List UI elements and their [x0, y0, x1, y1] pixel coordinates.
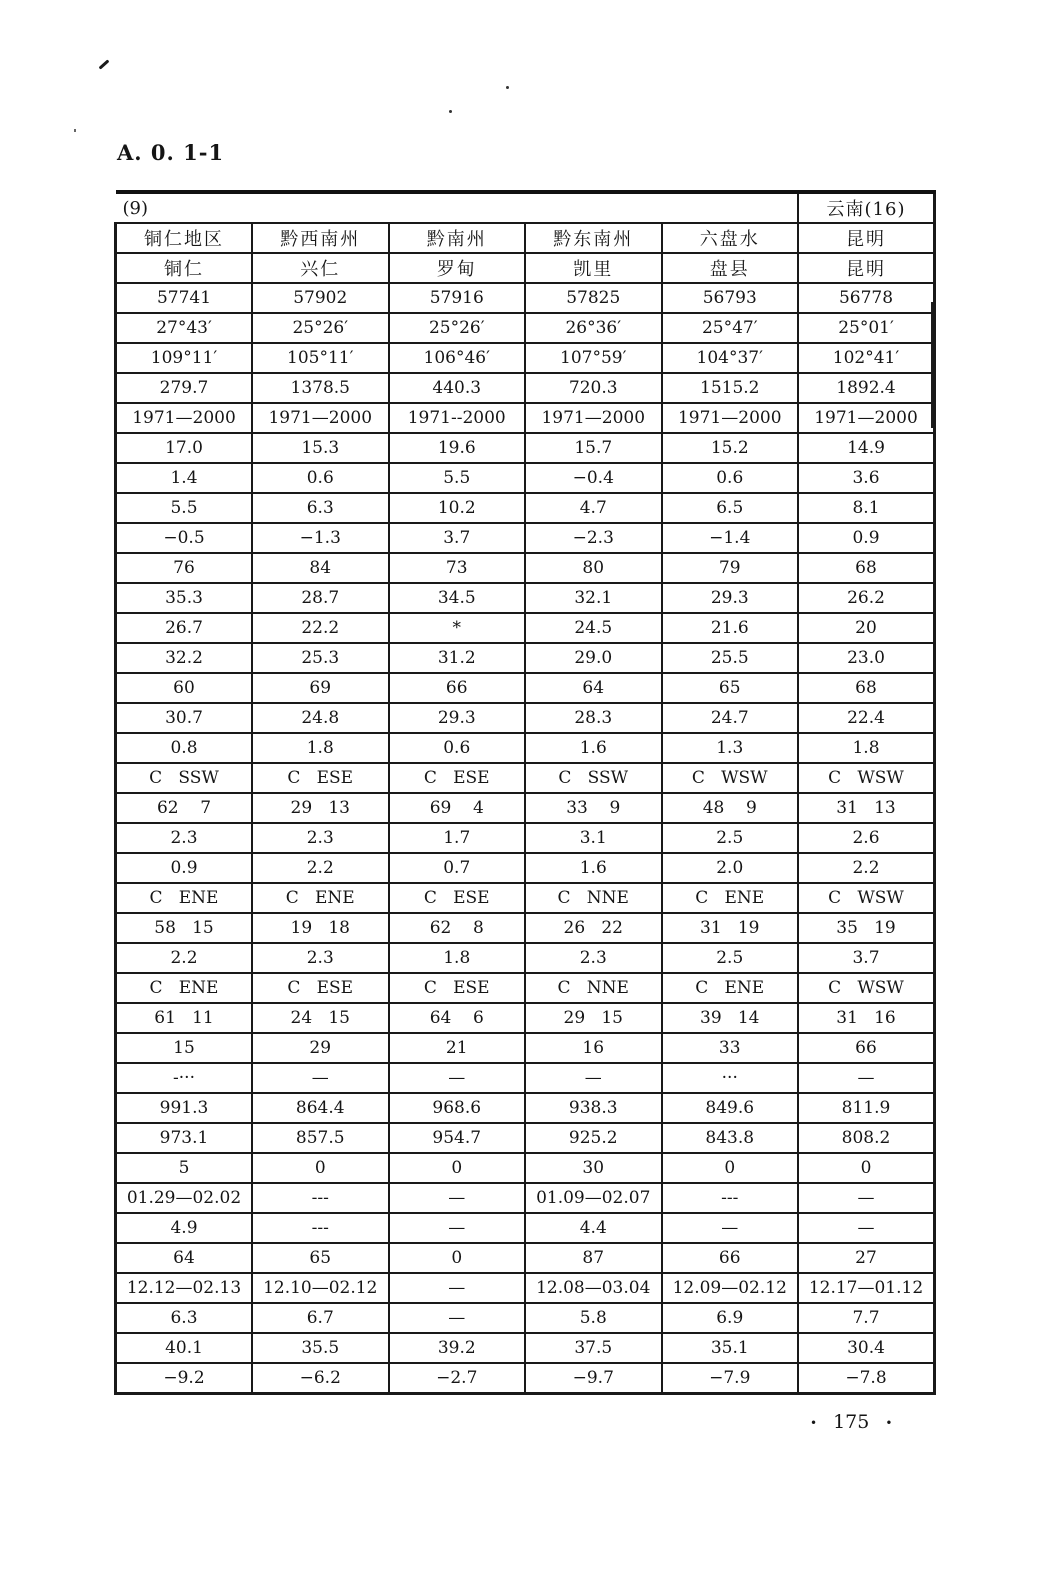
table-cell: 1.6 — [525, 733, 662, 763]
table-cell: 62 8 — [389, 913, 526, 943]
table-cell: 1971—2000 — [662, 403, 799, 433]
table-cell: C ENE — [116, 973, 253, 1003]
table-cell: 15.2 — [662, 433, 799, 463]
table-row — [116, 1363, 935, 1394]
table-cell: 15 — [116, 1033, 253, 1063]
table-cell: 28.7 — [252, 583, 389, 613]
table-row — [116, 613, 935, 643]
table-cell: 6.9 — [662, 1303, 799, 1333]
table-cell: 938.3 — [525, 1093, 662, 1123]
table-cell: 5.5 — [389, 463, 526, 493]
table-cell: 8.1 — [798, 493, 935, 523]
table-cell: 31 13 — [798, 793, 935, 823]
station-header-cell: 铜仁 — [116, 253, 253, 283]
table-row — [116, 1093, 935, 1123]
table-cell: 57916 — [389, 283, 526, 313]
table-cell: 1378.5 — [252, 373, 389, 403]
table-cell: −2.7 — [389, 1363, 526, 1394]
table-cell: 30.7 — [116, 703, 253, 733]
table-cell: 0 — [252, 1153, 389, 1183]
table-cell: 5.5 — [116, 493, 253, 523]
table-cell: 76 — [116, 553, 253, 583]
table-cell: — — [662, 1213, 799, 1243]
page-number-dot-right: • — [885, 1416, 893, 1430]
table-cell: 3.7 — [798, 943, 935, 973]
table-row — [116, 1333, 935, 1363]
table-cell: 1.8 — [798, 733, 935, 763]
table-cell: 69 — [252, 673, 389, 703]
table-cell: 33 — [662, 1033, 799, 1063]
table-cell: — — [798, 1213, 935, 1243]
table-cell: 40.1 — [116, 1333, 253, 1363]
table-cell: 6.3 — [116, 1303, 253, 1333]
table-cell: 1.6 — [525, 853, 662, 883]
table-cell: 66 — [662, 1243, 799, 1273]
table-cell: 12.12—02.13 — [116, 1273, 253, 1303]
table-cell: 857.5 — [252, 1123, 389, 1153]
table-cell: 0 — [389, 1243, 526, 1273]
region-header-cell: 六盘水 — [662, 223, 799, 253]
table-cell: 32.2 — [116, 643, 253, 673]
table-row — [116, 1123, 935, 1153]
table-cell: 57741 — [116, 283, 253, 313]
table-cell: 20 — [798, 613, 935, 643]
table-cell: −2.3 — [525, 523, 662, 553]
table-row — [116, 793, 935, 823]
table-cell: 0.9 — [798, 523, 935, 553]
table-cell: 0.6 — [252, 463, 389, 493]
table-cell: 0.7 — [389, 853, 526, 883]
page-number — [810, 1411, 892, 1433]
table-cell: 29.3 — [389, 703, 526, 733]
table-cell: C SSW — [116, 763, 253, 793]
table-cell: 2.3 — [252, 823, 389, 853]
table-row — [116, 973, 935, 1003]
table-cell: 24.5 — [525, 613, 662, 643]
table-cell: 1.3 — [662, 733, 799, 763]
table-cell: 30.4 — [798, 1333, 935, 1363]
table-cell: C ESE — [389, 763, 526, 793]
table-row — [116, 943, 935, 973]
table-cell: 60 — [116, 673, 253, 703]
table-cell: 25°26′ — [389, 313, 526, 343]
table-cell: 35 19 — [798, 913, 935, 943]
table-cell: 1971--2000 — [389, 403, 526, 433]
table-cell: 65 — [662, 673, 799, 703]
table-cell: — — [389, 1303, 526, 1333]
table-cell: −0.5 — [116, 523, 253, 553]
table-cell: 61 11 — [116, 1003, 253, 1033]
table-cell: 3.7 — [389, 523, 526, 553]
table-cell: 0.8 — [116, 733, 253, 763]
table-cell: C NNE — [525, 883, 662, 913]
station-header-cell: 盘县 — [662, 253, 799, 283]
table-cell: 22.4 — [798, 703, 935, 733]
table-row — [116, 553, 935, 583]
table-cell: 849.6 — [662, 1093, 799, 1123]
table-cell: 109°11′ — [116, 343, 253, 373]
table-cell: 57902 — [252, 283, 389, 313]
table-cell: 25.5 — [662, 643, 799, 673]
table-cell: 73 — [389, 553, 526, 583]
table-cell: C WSW — [662, 763, 799, 793]
table-cell: 1515.2 — [662, 373, 799, 403]
table-cell: --- — [252, 1213, 389, 1243]
region-header-row — [116, 223, 935, 253]
table-cell: 19.6 — [389, 433, 526, 463]
scan-artifact-dot — [506, 86, 509, 89]
table-row — [116, 703, 935, 733]
table-cell: 58 15 — [116, 913, 253, 943]
table-cell: 29.0 — [525, 643, 662, 673]
table-row — [116, 1153, 935, 1183]
table-cell: 31 16 — [798, 1003, 935, 1033]
table-cell: 57825 — [525, 283, 662, 313]
table-cell: 5.8 — [525, 1303, 662, 1333]
station-header-cell: 罗甸 — [389, 253, 526, 283]
table-cell: 32.1 — [525, 583, 662, 613]
table-cell: 0 — [389, 1153, 526, 1183]
table-cell: 33 9 — [525, 793, 662, 823]
table-cell: C WSW — [798, 883, 935, 913]
table-cell: 68 — [798, 673, 935, 703]
table-cell: 24.8 — [252, 703, 389, 733]
table-cell: 39.2 — [389, 1333, 526, 1363]
table-cell: 4.9 — [116, 1213, 253, 1243]
table-cell: 27°43′ — [116, 313, 253, 343]
table-cell: 48 9 — [662, 793, 799, 823]
table-cell: 864.4 — [252, 1093, 389, 1123]
table-row — [116, 283, 935, 313]
table-cell: 0 — [798, 1153, 935, 1183]
station-header-cell: 昆明 — [798, 253, 935, 283]
table-cell: 29 15 — [525, 1003, 662, 1033]
table-row — [116, 523, 935, 553]
table-cell: C WSW — [798, 763, 935, 793]
table-cell: 1.7 — [389, 823, 526, 853]
table-cell: −6.2 — [252, 1363, 389, 1394]
region-group-label: 云南(16) — [798, 192, 935, 223]
table-cell: 21.6 — [662, 613, 799, 643]
scan-artifact-dot — [74, 129, 76, 132]
table-cell: 6.3 — [252, 493, 389, 523]
table-cell: 279.7 — [116, 373, 253, 403]
table-row — [116, 1303, 935, 1333]
table-cell: 991.3 — [116, 1093, 253, 1123]
table-cell: 69 4 — [389, 793, 526, 823]
table-cell: 7.7 — [798, 1303, 935, 1333]
table-cell: — — [252, 1063, 389, 1093]
table-cell: 0.6 — [389, 733, 526, 763]
table-cell: 26.7 — [116, 613, 253, 643]
scan-artifact-dot — [449, 110, 452, 113]
table-row — [116, 1183, 935, 1213]
table-cell: 925.2 — [525, 1123, 662, 1153]
table-cell: 104°37′ — [662, 343, 799, 373]
table-cell: 2.3 — [252, 943, 389, 973]
table-cell: 26.2 — [798, 583, 935, 613]
table-cell: C SSW — [525, 763, 662, 793]
scan-artifact-stroke — [99, 59, 110, 69]
table-row — [116, 1243, 935, 1273]
table-cell: 25°47′ — [662, 313, 799, 343]
table-cell: 2.0 — [662, 853, 799, 883]
table-cell: 1971—2000 — [525, 403, 662, 433]
table-cell: C ESE — [389, 883, 526, 913]
table-cell: — — [798, 1183, 935, 1213]
table-cell: −1.4 — [662, 523, 799, 553]
table-cell: −7.8 — [798, 1363, 935, 1394]
table-cell: 1892.4 — [798, 373, 935, 403]
table-cell: C NNE — [525, 973, 662, 1003]
table-cell: C ENE — [116, 883, 253, 913]
table-cell: 2.5 — [662, 943, 799, 973]
table-cell: 12.10—02.12 — [252, 1273, 389, 1303]
table-cell: — — [389, 1183, 526, 1213]
table-cell: 14.9 — [798, 433, 935, 463]
table-cell: 24.7 — [662, 703, 799, 733]
table-row — [116, 733, 935, 763]
table-cell: 15.3 — [252, 433, 389, 463]
table-cell: — — [389, 1273, 526, 1303]
table-cell: — — [798, 1063, 935, 1093]
table-cell: 79 — [662, 553, 799, 583]
table-cell: 01.09—02.07 — [525, 1183, 662, 1213]
table-row — [116, 1213, 935, 1243]
table-cell: — — [389, 1213, 526, 1243]
table-cell: 27 — [798, 1243, 935, 1273]
table-cell: 12.09—02.12 — [662, 1273, 799, 1303]
table-row — [116, 883, 935, 913]
table-cell: 4.7 — [525, 493, 662, 523]
table-cell: 25°26′ — [252, 313, 389, 343]
table-row — [116, 463, 935, 493]
table-cell: 954.7 — [389, 1123, 526, 1153]
table-cell: 1.8 — [252, 733, 389, 763]
table-row — [116, 643, 935, 673]
table-cell: * — [389, 613, 526, 643]
table-cell: 64 6 — [389, 1003, 526, 1033]
table-cell: 64 — [525, 673, 662, 703]
table-cell: -··· — [116, 1063, 253, 1093]
station-header-row — [116, 253, 935, 283]
table-cell: 720.3 — [525, 373, 662, 403]
table-cell: 64 — [116, 1243, 253, 1273]
table-cell: 19 18 — [252, 913, 389, 943]
station-header-cell: 兴仁 — [252, 253, 389, 283]
table-cell: — — [525, 1063, 662, 1093]
table-cell: 0.9 — [116, 853, 253, 883]
table-row — [116, 763, 935, 793]
table-row — [116, 313, 935, 343]
table-cell: C WSW — [798, 973, 935, 1003]
table-corner-label: (9) — [116, 192, 799, 223]
table-cell: 4.4 — [525, 1213, 662, 1243]
table-row — [116, 433, 935, 463]
table-cell: 29 — [252, 1033, 389, 1063]
table-cell: C ENE — [662, 973, 799, 1003]
table-cell: 3.1 — [525, 823, 662, 853]
table-cell: 56778 — [798, 283, 935, 313]
table-row — [116, 913, 935, 943]
region-header-cell: 铜仁地区 — [116, 223, 253, 253]
table-cell: −9.7 — [525, 1363, 662, 1394]
table-cell: 25.3 — [252, 643, 389, 673]
table-cell: 440.3 — [389, 373, 526, 403]
table-cell: 24 15 — [252, 1003, 389, 1033]
table-cell: --- — [662, 1183, 799, 1213]
page-number-value: 175 — [833, 1411, 870, 1433]
section-heading: A. 0. 1-1 — [117, 140, 225, 165]
table-cell: 5 — [116, 1153, 253, 1183]
table-cell: 10.2 — [389, 493, 526, 523]
table-cell: --- — [252, 1183, 389, 1213]
table-cell: 1971—2000 — [116, 403, 253, 433]
table-cell: 968.6 — [389, 1093, 526, 1123]
table-cell: 2.5 — [662, 823, 799, 853]
table-row — [116, 493, 935, 523]
table-cell: 2.2 — [252, 853, 389, 883]
table-cell: 1971—2000 — [252, 403, 389, 433]
table-cell: 80 — [525, 553, 662, 583]
table-cell: 2.2 — [116, 943, 253, 973]
table-cell: 3.6 — [798, 463, 935, 493]
table-cell: ··· — [662, 1063, 799, 1093]
table-cell: 2.6 — [798, 823, 935, 853]
table-row — [116, 673, 935, 703]
table-cell: 34.5 — [389, 583, 526, 613]
table-cell: 66 — [389, 673, 526, 703]
table-cell: −0.4 — [525, 463, 662, 493]
group-header-row — [116, 192, 935, 223]
table-cell: 12.08—03.04 — [525, 1273, 662, 1303]
table-cell: 106°46′ — [389, 343, 526, 373]
table-row — [116, 343, 935, 373]
table-cell: 39 14 — [662, 1003, 799, 1033]
table-cell: 28.3 — [525, 703, 662, 733]
page-number-dot-left: • — [810, 1416, 818, 1430]
table-cell: C ENE — [662, 883, 799, 913]
table-cell: 01.29—02.02 — [116, 1183, 253, 1213]
table-cell: −7.9 — [662, 1363, 799, 1394]
table-row — [116, 373, 935, 403]
table-cell: −1.3 — [252, 523, 389, 553]
table-cell: 6.7 — [252, 1303, 389, 1333]
table-cell: 26°36′ — [525, 313, 662, 343]
table-cell: 2.2 — [798, 853, 935, 883]
table-cell: 843.8 — [662, 1123, 799, 1153]
table-cell: 35.1 — [662, 1333, 799, 1363]
table-cell: 25°01′ — [798, 313, 935, 343]
climate-data-table — [114, 190, 936, 1395]
table-row — [116, 1033, 935, 1063]
table-cell: 22.2 — [252, 613, 389, 643]
table-cell: 1971—2000 — [798, 403, 935, 433]
table-cell: 0.6 — [662, 463, 799, 493]
table-row — [116, 823, 935, 853]
table — [114, 190, 936, 1395]
table-cell: 12.17—01.12 — [798, 1273, 935, 1303]
table-row — [116, 1273, 935, 1303]
table-cell: 15.7 — [525, 433, 662, 463]
table-cell: 87 — [525, 1243, 662, 1273]
table-body — [116, 283, 935, 1394]
table-cell: 23.0 — [798, 643, 935, 673]
table-cell: 37.5 — [525, 1333, 662, 1363]
table-cell: 17.0 — [116, 433, 253, 463]
table-cell: 56793 — [662, 283, 799, 313]
region-header-cell: 昆明 — [798, 223, 935, 253]
table-cell: 1.4 — [116, 463, 253, 493]
table-cell: — — [389, 1063, 526, 1093]
table-cell: 66 — [798, 1033, 935, 1063]
table-cell: 65 — [252, 1243, 389, 1273]
table-row — [116, 1063, 935, 1093]
table-row — [116, 403, 935, 433]
table-cell: 29 13 — [252, 793, 389, 823]
table-cell: 26 22 — [525, 913, 662, 943]
region-header-cell: 黔西南州 — [252, 223, 389, 253]
table-cell: 30 — [525, 1153, 662, 1183]
table-cell: 6.5 — [662, 493, 799, 523]
table-cell: C ESE — [252, 763, 389, 793]
table-cell: 811.9 — [798, 1093, 935, 1123]
table-row — [116, 853, 935, 883]
table-cell: 35.3 — [116, 583, 253, 613]
region-header-cell: 黔东南州 — [525, 223, 662, 253]
table-cell: 102°41′ — [798, 343, 935, 373]
table-row — [116, 583, 935, 613]
table-cell: 2.3 — [116, 823, 253, 853]
table-cell: 84 — [252, 553, 389, 583]
table-cell: C ESE — [389, 973, 526, 1003]
table-row — [116, 1003, 935, 1033]
table-cell: 808.2 — [798, 1123, 935, 1153]
table-cell: 973.1 — [116, 1123, 253, 1153]
table-cell: −9.2 — [116, 1363, 253, 1394]
station-header-cell: 凯里 — [525, 253, 662, 283]
table-cell: 1.8 — [389, 943, 526, 973]
table-cell: 29.3 — [662, 583, 799, 613]
table-cell: 105°11′ — [252, 343, 389, 373]
table-cell: 107°59′ — [525, 343, 662, 373]
table-cell: 0 — [662, 1153, 799, 1183]
table-cell: 35.5 — [252, 1333, 389, 1363]
table-cell: C ESE — [252, 973, 389, 1003]
table-cell: 21 — [389, 1033, 526, 1063]
table-cell: 62 7 — [116, 793, 253, 823]
table-cell: 2.3 — [525, 943, 662, 973]
table-cell: 16 — [525, 1033, 662, 1063]
table-cell: 68 — [798, 553, 935, 583]
table-cell: 31.2 — [389, 643, 526, 673]
table-cell: 31 19 — [662, 913, 799, 943]
region-header-cell: 黔南州 — [389, 223, 526, 253]
table-cell: C ENE — [252, 883, 389, 913]
